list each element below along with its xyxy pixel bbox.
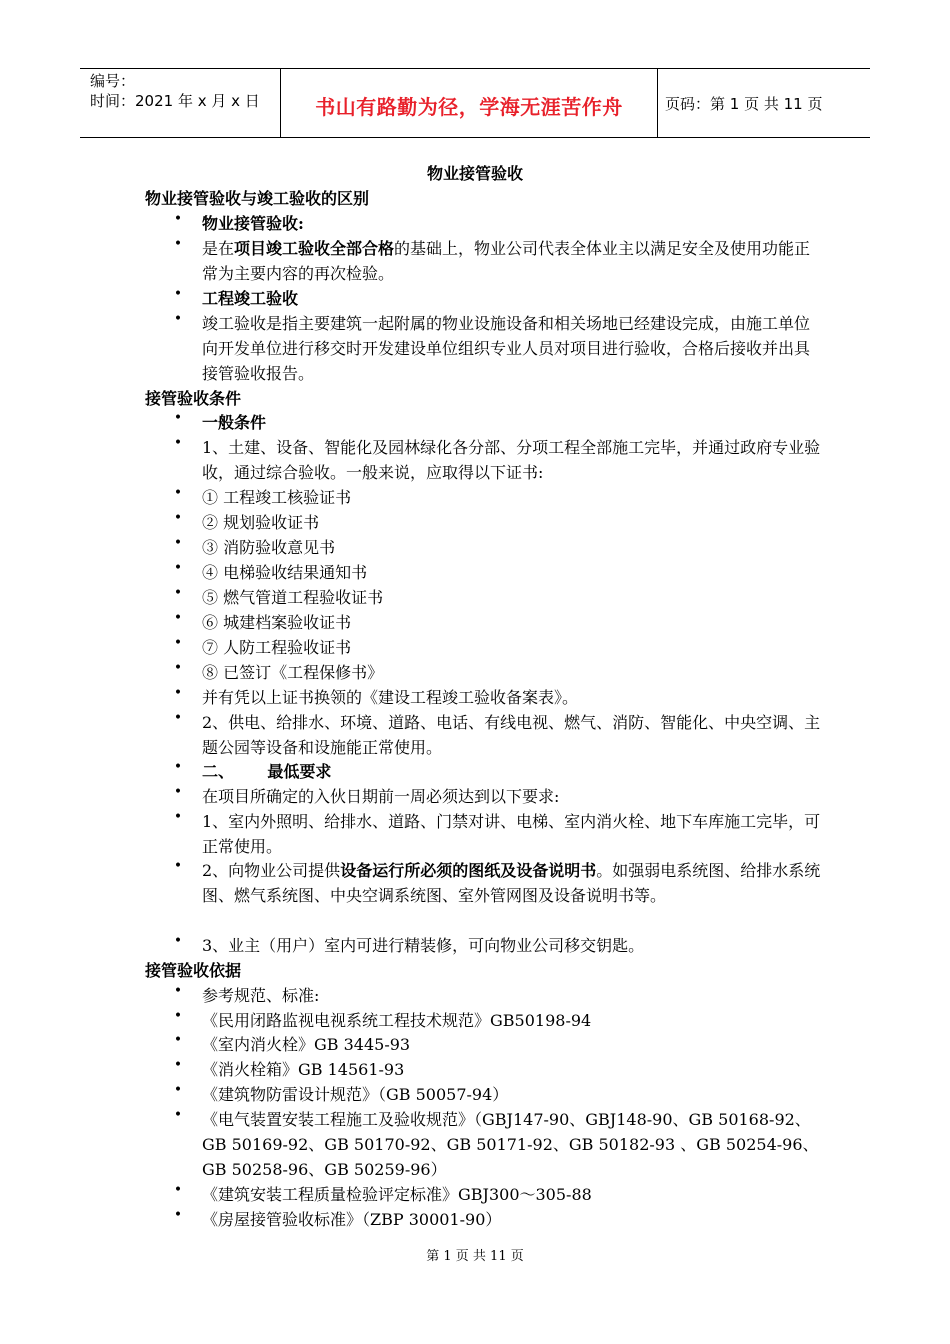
list-item-text: 物业接管验收: <box>202 214 304 233</box>
bullet-icon: • <box>173 211 183 227</box>
list-item-text: 1、土建、设备、智能化及园林绿化各分部、分项工程全部施工完毕，并通过政府专业验收，通过综合验收。一般来说，应取得以下证书: <box>202 438 821 482</box>
section-heading: 物业接管验收与竣工验收的区别 <box>145 189 370 208</box>
list-item-text: ④ 电梯验收结果通知书 <box>202 563 368 582</box>
list-item-text: ⑧ 已签订《工程保修书》 <box>202 663 384 682</box>
header-divider <box>657 69 658 137</box>
list-item-text: 工程竣工验收 <box>202 289 299 308</box>
list-item-text: 一般条件 <box>202 413 267 432</box>
list-item-text: 竣工验收是指主要建筑一起附属的物业设施设备和相关场地已经建设完成，由施工单位向开发单位进行移交时开发建设单位组织专业人员对项目进行验收，合格后接收并出具接管验收报告。 <box>202 314 811 383</box>
bullet-icon: • <box>173 311 183 327</box>
list-item-text: 并有凭以上证书换领的《建设工程竣工验收备案表》。 <box>202 688 579 707</box>
text-run: 。如强弱电系统图、给排水系统图、燃气系统图、中央空调系统图、室外管网图及设备说明书等。 <box>202 861 821 905</box>
header-meta <box>90 71 280 111</box>
bold-text-run: 项目竣工验收全部合格 <box>234 239 395 258</box>
list-item-text: 《消火栓箱》GB 14561-93 <box>202 1060 405 1079</box>
bullet-icon: • <box>173 933 183 949</box>
list-item-text: 二、 最低要求 <box>202 762 332 781</box>
bullet-icon: • <box>173 510 183 526</box>
list-item-text: 2、供电、给排水、环境、道路、电话、有线电视、燃气、消防、智能化、中央空调、主题公园等设备和设施能正常使用。 <box>202 713 821 757</box>
bullet-icon: • <box>173 1008 183 1024</box>
bold-text-run: 设备运行所必须的图纸及设备说明书 <box>340 861 597 880</box>
list-item-text: 在项目所确定的入伙日期前一周必须达到以下要求: <box>202 787 560 806</box>
bullet-icon: • <box>173 1032 183 1048</box>
list-item-text: ⑥ 城建档案验收证书 <box>202 613 352 632</box>
list-item-text: 3、业主（用户）室内可进行精装修，可向物业公司移交钥匙。 <box>202 936 645 955</box>
bullet-icon: • <box>173 535 183 551</box>
page-footer: 第 1 页 共 11 页 <box>426 1249 524 1264</box>
bullet-icon: • <box>173 858 183 874</box>
list-item-text <box>202 236 822 286</box>
bullet-icon: • <box>173 1207 183 1223</box>
list-item-text: 《电气装置安装工程施工及验收规范》（GBJ147-90、GBJ148-90、GB 50168-92、GB 50169-92、GB 50170-92、GB 50171-92、GB 50182-93 、GB 50254-96、GB 50258-96、GB 50259-96） <box>202 1110 819 1179</box>
bullet-icon: • <box>173 784 183 800</box>
bullet-icon: • <box>173 435 183 451</box>
list-item-text: ① 工程竣工核验证书 <box>202 488 352 507</box>
page-info: 页码：第 1 页 共 11 页 <box>665 95 823 113</box>
bullet-icon: • <box>173 1107 183 1123</box>
bullet-icon: • <box>173 759 183 775</box>
bullet-icon: • <box>173 1082 183 1098</box>
bullet-icon: • <box>173 410 183 426</box>
page-title: 物业接管验收 <box>426 164 523 183</box>
bullet-icon: • <box>173 983 183 999</box>
bullet-icon: • <box>173 236 183 252</box>
bullet-icon: • <box>173 585 183 601</box>
list-item-text: 1、室内外照明、给排水、道路、门禁对讲、电梯、室内消火栓、地下车库施工完毕，可正常使用。 <box>202 812 821 856</box>
bullet-icon: • <box>173 635 183 651</box>
time-label: 时间：2021 年 x 月 x 日 <box>90 92 260 110</box>
text-run: 的基础上，物业公司代表全体业主以满足安全及使用功能正常为主要内容的再次检验。 <box>202 239 811 283</box>
list-item-text: ⑦ 人防工程验收证书 <box>202 638 352 657</box>
list-item-text: ② 规划验收证书 <box>202 513 320 532</box>
list-item-text: 《建筑物防雷设计规范》（GB 50057-94） <box>202 1085 509 1104</box>
page-header <box>80 68 870 138</box>
bullet-icon: • <box>173 1057 183 1073</box>
header-motto: 书山有路勤为径，学海无涯苦作舟 <box>315 95 623 119</box>
list-item-text: 《室内消火栓》GB 3445-93 <box>202 1035 411 1054</box>
bullet-icon: • <box>173 610 183 626</box>
bullet-icon: • <box>173 660 183 676</box>
bullet-icon: • <box>173 286 183 302</box>
list-item-text: ⑤ 燃气管道工程验收证书 <box>202 588 384 607</box>
bullet-icon: • <box>173 485 183 501</box>
text-run: 是在 <box>202 239 235 258</box>
bullet-icon: • <box>173 685 183 701</box>
list-item-text: 参考规范、标准: <box>202 986 320 1005</box>
bullet-icon: • <box>173 560 183 576</box>
section-heading: 接管验收依据 <box>145 961 242 980</box>
code-label: 编号： <box>90 72 136 90</box>
bullet-icon: • <box>173 809 183 825</box>
list-item-text: ③ 消防验收意见书 <box>202 538 336 557</box>
list-item-text: 《民用闭路监视电视系统工程技术规范》GB50198-94 <box>202 1011 592 1030</box>
list-item-text: 《建筑安装工程质量检验评定标准》GBJ300～305-88 <box>202 1185 592 1204</box>
text-run: 2、向物业公司提供 <box>202 861 341 880</box>
section-heading: 接管验收条件 <box>145 389 242 408</box>
list-item-text: 《房屋接管验收标准》（ZBP 30001-90） <box>202 1210 502 1229</box>
bullet-icon: • <box>173 710 183 726</box>
list-item-text <box>202 858 822 908</box>
bullet-icon: • <box>173 1182 183 1198</box>
